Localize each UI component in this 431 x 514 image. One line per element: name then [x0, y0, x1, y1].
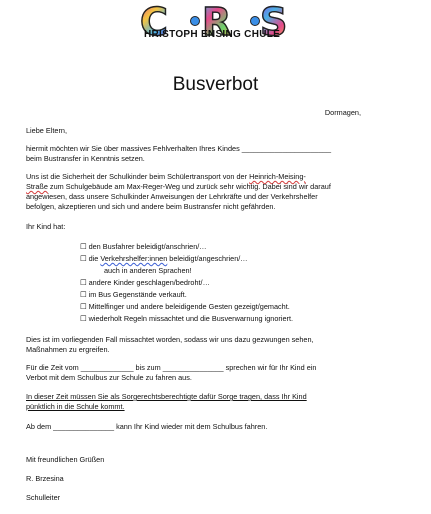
para4-line2: Verbot mit dem Schulbus zur Schule zu fahren aus. — [26, 373, 192, 382]
para2-line4: befolgen, akzeptieren und sich und andere beim Bustransfer nicht gefährden. — [26, 202, 276, 211]
para1-line2: beim Bustransfer in Kenntnis setzen. — [26, 154, 145, 163]
text-span: beleidigt/angeschrien/… — [167, 254, 248, 263]
spell-flagged-text: Heinrich-Meising- — [249, 172, 306, 181]
para2-line1 — [26, 172, 306, 182]
closing: Mit freundlichen Grüßen — [26, 455, 105, 464]
logo-dot — [190, 16, 200, 26]
logo-dot — [250, 16, 260, 26]
para3-line2: Maßnahmen zu ergreifen. — [26, 345, 110, 354]
logo-letter-s: S — [260, 0, 288, 44]
signer-name: R. Brzesina — [26, 474, 64, 483]
place-line: Dormagen, — [324, 108, 361, 117]
checklist-item[interactable]: ☐ im Bus Gegenstände verkauft. — [80, 290, 187, 299]
text-span: ☐ die — [80, 254, 101, 263]
para2-line3: angewiesen, dass unsere Schulkinder Anweisungen der Lehrkräfte und der Verkehrshelfer — [26, 192, 318, 201]
para6: Ab dem _______________ kann Ihr Kind wieder mit dem Schulbus fahren. — [26, 422, 268, 431]
checklist-item[interactable]: ☐ den Busfahrer beleidigt/anschrien/… — [80, 242, 207, 251]
para2-line2 — [26, 182, 331, 192]
checklist-intro: Ihr Kind hat: — [26, 222, 66, 231]
checklist-item[interactable]: ☐ wiederholt Regeln missachtet und die Busverwarnung ignoriert. — [80, 314, 293, 323]
logo-letter-c: C — [140, 0, 168, 44]
page-title: Busverbot — [172, 74, 259, 95]
signer-role: Schulleiter — [26, 493, 61, 502]
spell-flagged-text: Straße — [26, 182, 48, 191]
grammar-flagged-text: Verkehrshelfer:innen — [100, 254, 168, 263]
para5-line2: pünktlich in die Schule kommt. — [26, 402, 125, 411]
text-span: Uns ist die Sicherheit der Schulkinder beim Schülertransport von der — [26, 172, 250, 181]
greeting: Liebe Eltern, — [26, 126, 67, 135]
checklist-item[interactable]: ☐ andere Kinder geschlagen/bedroht/… — [80, 278, 210, 287]
para4-line1: Für die Zeit vom _____________ bis zum _______________ sprechen wir für Ihr Kind ein — [26, 363, 317, 372]
checklist-item[interactable]: ☐ Mittelfinger und andere beleidigende Gesten gezeigt/gemacht. — [80, 302, 290, 311]
school-logo — [140, 2, 310, 46]
para3-line1: Dies ist im vorliegenden Fall missachtet worden, sodass wir uns dazu gezwungen sehen, — [26, 335, 314, 344]
text-span: zum Schulgebäude am Max-Reger-Weg und zurück sehr wichtig. Dabei sind wir darauf — [47, 182, 331, 191]
checklist-item[interactable] — [80, 254, 248, 264]
para5-line1: In dieser Zeit müssen Sie als Sorgerechtsberechtigte dafür Sorge tragen, dass Ihr Kind — [26, 392, 307, 401]
logo-band-text: HRISTOPH ENSING CHULE — [144, 29, 281, 40]
checklist-item-continuation: auch in anderen Sprachen! — [104, 266, 192, 275]
para1-line1: hiermit möchten wir Sie über massives Fehlverhalten Ihres Kindes ______________________ — [26, 144, 332, 153]
logo-letter-r: R — [202, 0, 232, 44]
